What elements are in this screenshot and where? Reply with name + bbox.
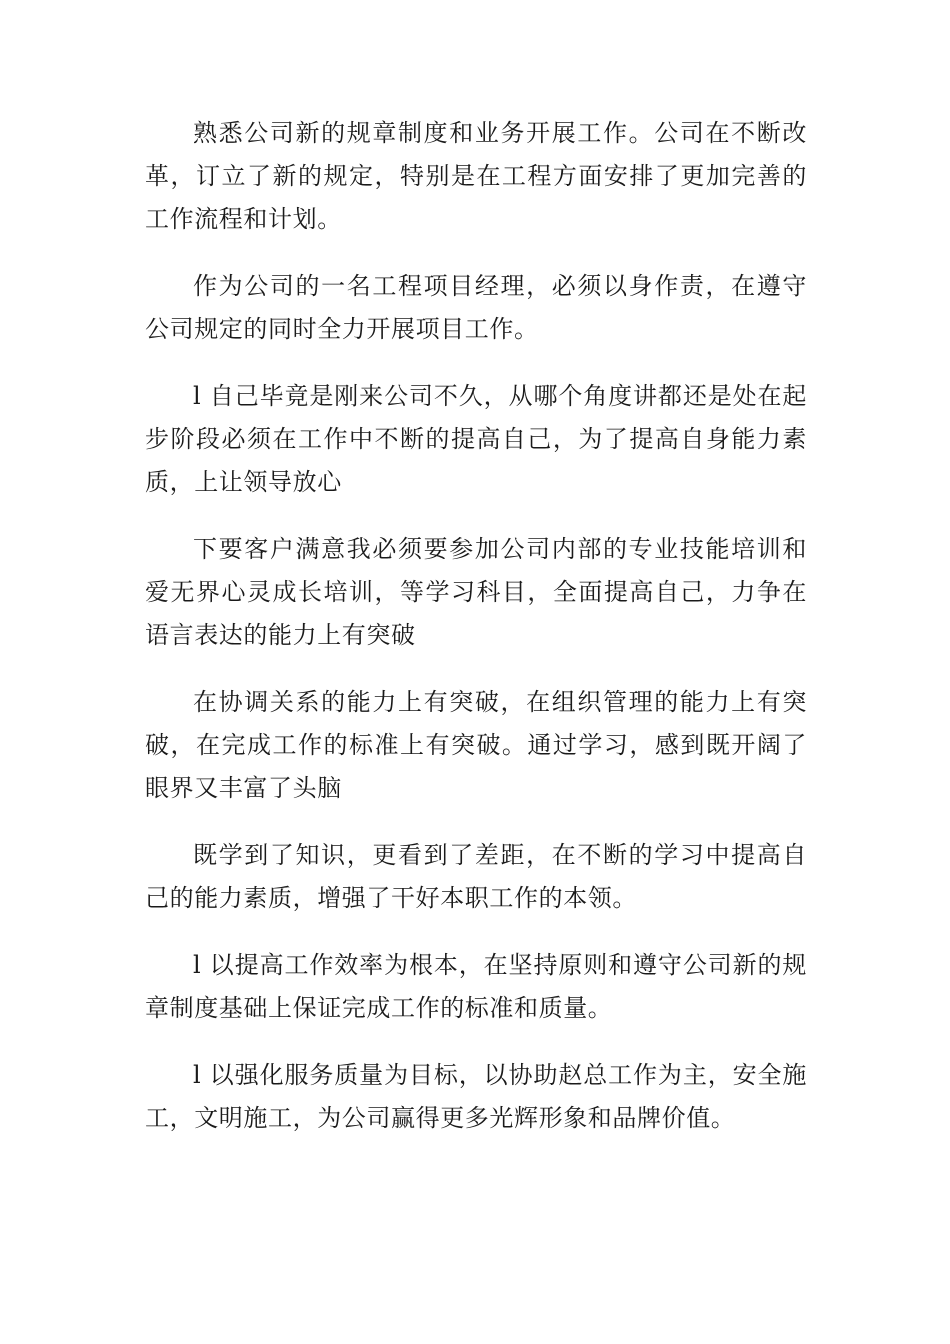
paragraph-8: l 以强化服务质量为目标，以协助赵总工作为主，安全施工，文明施工，为公司赢得更多光辉形象和品牌价值。 — [145, 1061, 807, 1132]
paragraph-2: 作为公司的一名工程项目经理，必须以身作责，在遵守公司规定的同时全力开展项目工作。 — [145, 272, 807, 343]
paragraph-1: 熟悉公司新的规章制度和业务开展工作。公司在不断改革，订立了新的规定，特别是在工程方面安排了更加完善的工作流程和计划。 — [145, 119, 807, 233]
paragraph-7: l 以提高工作效率为根本，在坚持原则和遵守公司新的规章制度基础上保证完成工作的标准和质量。 — [145, 951, 807, 1022]
paragraph-3: l 自己毕竟是刚来公司不久，从哪个角度讲都还是处在起步阶段必须在工作中不断的提高自己，为了提高自身能力素质，上让领导放心 — [145, 382, 807, 496]
document-body — [145, 112, 807, 1164]
paragraph-5: 在协调关系的能力上有突破，在组织管理的能力上有突破，在完成工作的标准上有突破。通过学习，感到既开阔了眼界又丰富了头脑 — [145, 688, 807, 802]
paragraph-4: 下要客户满意我必须要参加公司内部的专业技能培训和爱无界心灵成长培训，等学习科目，全面提高自己，力争在语言表达的能力上有突破 — [145, 535, 807, 649]
paragraph-6: 既学到了知识，更看到了差距，在不断的学习中提高自己的能力素质，增强了干好本职工作的本领。 — [145, 841, 807, 912]
